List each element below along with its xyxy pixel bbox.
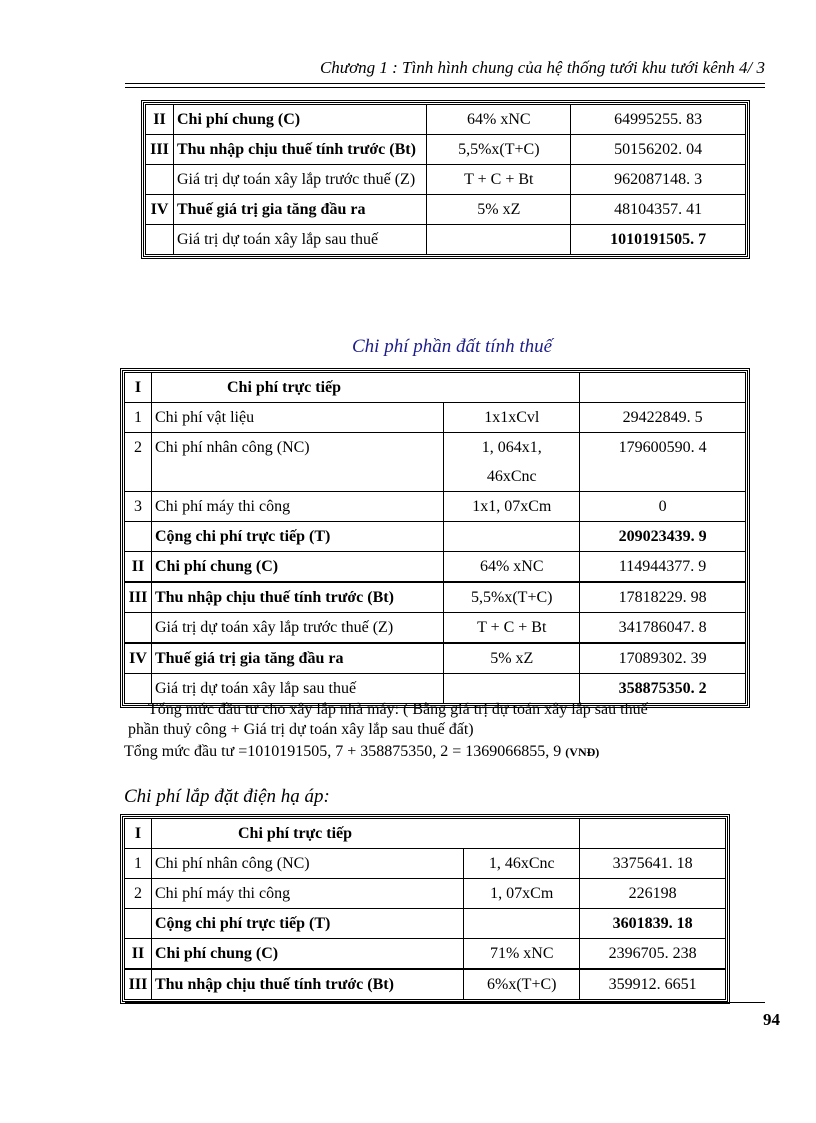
row-value: 64995255. 83 — [571, 105, 746, 135]
summary-line-3 — [124, 741, 764, 763]
row-number: 1 — [125, 849, 152, 879]
row-formula: 1, 46xCnc — [464, 849, 580, 879]
row-formula: 1, 07xCm — [464, 879, 580, 909]
page-header: Chương 1 : Tình hình chung của hệ thống tưới khu tưới kênh 4/ 3 — [319, 58, 765, 77]
row-value: 17089302. 39 — [580, 643, 746, 674]
row-formula: 1x1, 07xCm — [444, 492, 580, 522]
row-label: Chi phí máy thi công — [151, 879, 463, 909]
row-value: 3601839. 18 — [580, 909, 726, 939]
row-number — [146, 225, 174, 255]
row-formula — [444, 522, 580, 552]
row-formula: 5% xZ — [427, 195, 571, 225]
table-row — [146, 165, 746, 195]
table-continuation — [145, 104, 746, 255]
row-label: Chi phí máy thi công — [151, 492, 443, 522]
row-label: Chi phí trực tiếp — [151, 819, 579, 849]
row-label: Chi phí chung (C) — [173, 105, 426, 135]
table-row — [125, 879, 726, 909]
table-row — [125, 613, 746, 644]
section-title-electrical: Chi phí lắp đặt điện hạ áp: — [124, 786, 330, 807]
row-value: 48104357. 41 — [571, 195, 746, 225]
row-number: II — [125, 939, 152, 970]
row-label: Thu nhập chịu thuế tính trước (Bt) — [151, 582, 443, 613]
row-value: 114944377. 9 — [580, 552, 746, 583]
row-label: Giá trị dự toán xây lắp trước thuế (Z) — [151, 613, 443, 644]
row-value: 179600590. 4 — [580, 433, 746, 492]
row-formula: 64% xNC — [427, 105, 571, 135]
row-formula: 6%x(T+C) — [464, 969, 580, 1000]
row-label: Cộng chi phí trực tiếp (T) — [151, 522, 443, 552]
row-formula — [464, 909, 580, 939]
row-label: Cộng chi phí trực tiếp (T) — [151, 909, 463, 939]
row-label: Chi phí chung (C) — [151, 552, 443, 583]
row-label: Giá trị dự toán xây lắp sau thuế — [151, 674, 443, 704]
row-number — [125, 522, 152, 552]
row-value: 29422849. 5 — [580, 403, 746, 433]
row-number: III — [125, 969, 152, 1000]
currency-unit: (VNĐ) — [565, 745, 600, 759]
row-formula — [427, 225, 571, 255]
page-number: 94 — [763, 1010, 780, 1029]
header-rule — [125, 87, 765, 88]
row-formula: 1, 064x1, 46xCnc — [444, 433, 580, 492]
row-number — [125, 909, 152, 939]
row-number: 2 — [125, 879, 152, 909]
row-label: Thu nhập chịu thuế tính trước (Bt) — [173, 135, 426, 165]
row-number: IV — [125, 643, 152, 674]
row-number: I — [125, 373, 152, 403]
table-row — [146, 195, 746, 225]
table-row — [125, 969, 726, 1000]
row-value: 226198 — [580, 879, 726, 909]
row-label: Thuế giá trị gia tăng đầu ra — [173, 195, 426, 225]
table-row — [125, 582, 746, 613]
header-rule — [125, 83, 765, 84]
row-value: 3375641. 18 — [580, 849, 726, 879]
table-electrical — [124, 818, 726, 1000]
row-number — [125, 613, 152, 644]
summary-line-2: phần thuỷ công + Giá trị dự toán xây lắp sau thuế đất) — [128, 721, 474, 738]
row-number: 3 — [125, 492, 152, 522]
row-number: II — [125, 552, 152, 583]
row-formula: 5,5%x(T+C) — [427, 135, 571, 165]
row-value — [580, 819, 726, 849]
table-row — [125, 492, 746, 522]
row-formula: T + C + Bt — [444, 613, 580, 644]
footer-rule — [125, 1002, 765, 1003]
row-value: 962087148. 3 — [571, 165, 746, 195]
row-formula: 5% xZ — [444, 643, 580, 674]
table-row — [125, 522, 746, 552]
table-row — [125, 373, 746, 403]
row-label: Thuế giá trị gia tăng đầu ra — [151, 643, 443, 674]
table-row — [125, 819, 726, 849]
row-value: 50156202. 04 — [571, 135, 746, 165]
row-formula: 5,5%x(T+C) — [444, 582, 580, 613]
row-value: 358875350. 2 — [580, 674, 746, 704]
table-land-cost — [124, 372, 746, 704]
row-number: III — [146, 135, 174, 165]
table-row — [125, 403, 746, 433]
row-label: Giá trị dự toán xây lắp trước thuế (Z) — [173, 165, 426, 195]
table-row — [146, 225, 746, 255]
table-row — [125, 643, 746, 674]
row-formula: 71% xNC — [464, 939, 580, 970]
row-number: IV — [146, 195, 174, 225]
row-formula: 1x1xCvl — [444, 403, 580, 433]
row-number: I — [125, 819, 152, 849]
table-row — [125, 433, 746, 492]
row-value: 209023439. 9 — [580, 522, 746, 552]
row-value: 2396705. 238 — [580, 939, 726, 970]
row-label: Chi phí vật liệu — [151, 403, 443, 433]
row-formula: 64% xNC — [444, 552, 580, 583]
row-label: Chi phí trực tiếp — [151, 373, 579, 403]
row-label: Thu nhập chịu thuế tính trước (Bt) — [151, 969, 463, 1000]
row-value: 341786047. 8 — [580, 613, 746, 644]
row-label: Chi phí chung (C) — [151, 939, 463, 970]
table-row — [125, 849, 726, 879]
row-label: Chi phí nhân công (NC) — [151, 433, 443, 492]
summary-line-1: Tổng mức đầu tư cho xây lắp nhà máy: ( Bằng giá trị dự toán xây lắp sau thuế — [148, 701, 648, 718]
row-value: 359912. 6651 — [580, 969, 726, 1000]
row-label: Giá trị dự toán xây lắp sau thuế — [173, 225, 426, 255]
row-value: 17818229. 98 — [580, 582, 746, 613]
section-title-land-cost: Chi phí phần đất tính thuế — [352, 336, 553, 357]
row-formula: T + C + Bt — [427, 165, 571, 195]
row-number: III — [125, 582, 152, 613]
row-number: 2 — [125, 433, 152, 492]
table-row — [146, 105, 746, 135]
row-number: II — [146, 105, 174, 135]
row-value: 0 — [580, 492, 746, 522]
row-label: Chi phí nhân công (NC) — [151, 849, 463, 879]
row-value: 1010191505. 7 — [571, 225, 746, 255]
table-row — [146, 135, 746, 165]
table-row — [125, 939, 726, 970]
table-row — [125, 909, 726, 939]
table-row — [125, 552, 746, 583]
summary-total: Tổng mức đầu tư =1010191505, 7 + 358875350, 2 = 1369066855, 9 — [124, 743, 562, 760]
row-number — [146, 165, 174, 195]
row-number: 1 — [125, 403, 152, 433]
row-value — [580, 373, 746, 403]
